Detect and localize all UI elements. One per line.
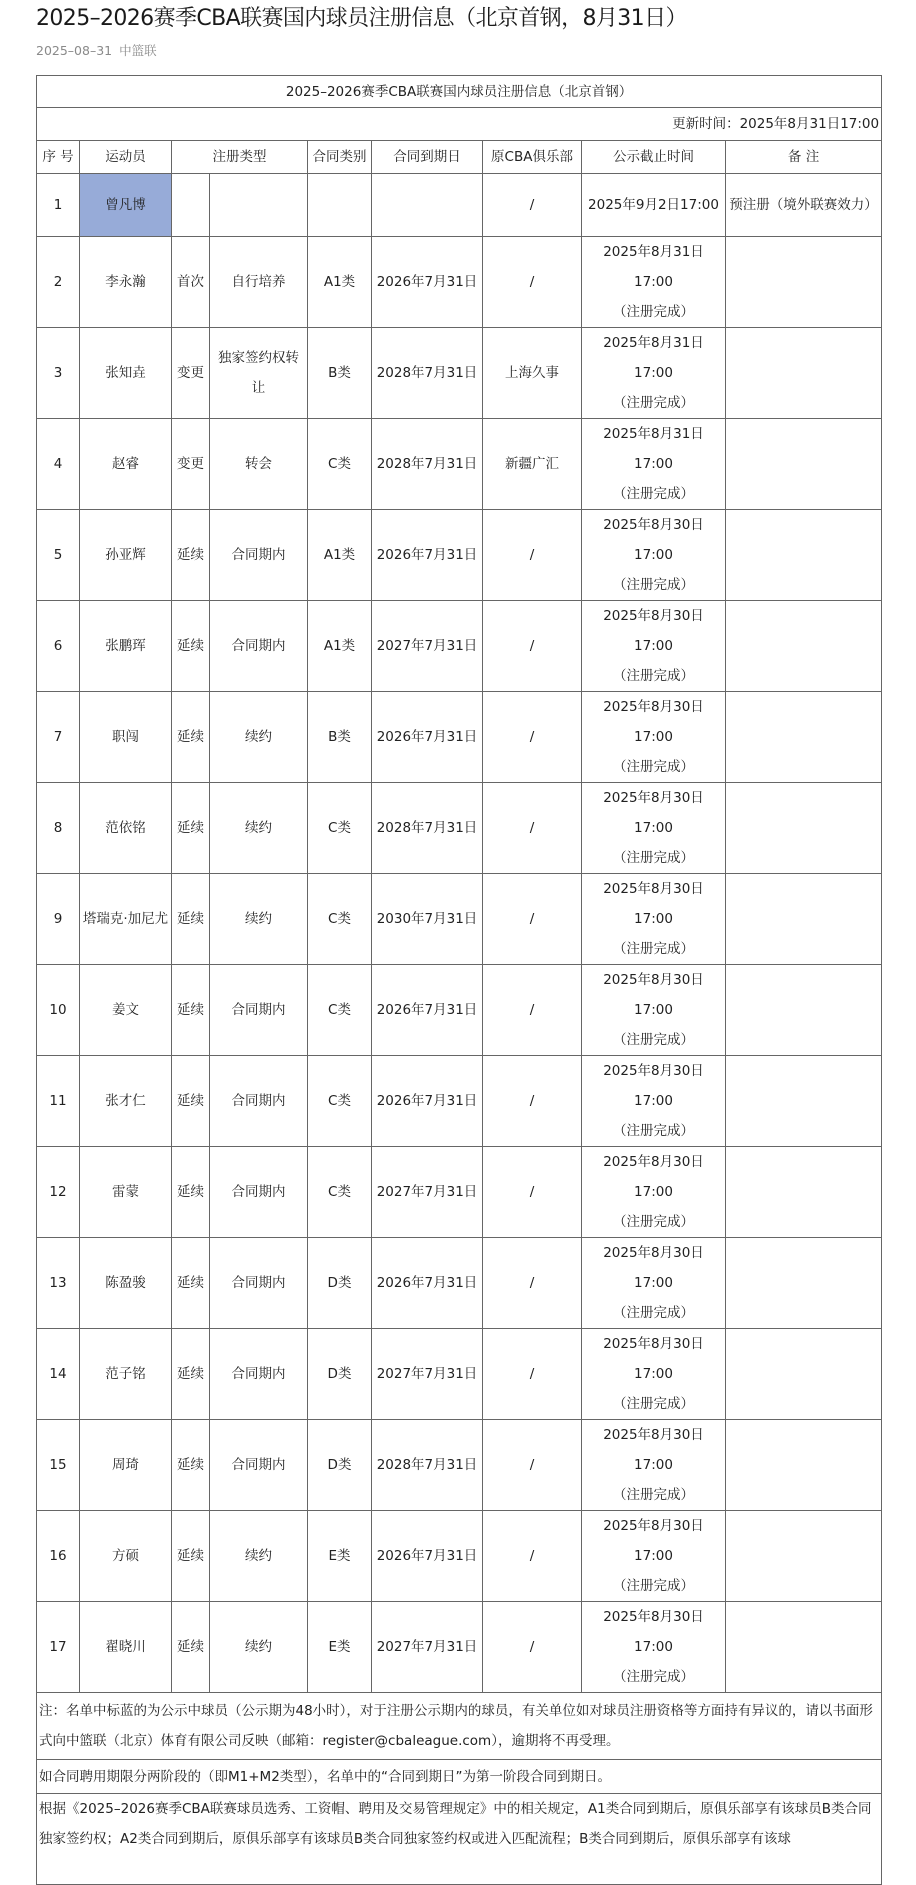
registration-type: 延续	[172, 510, 210, 601]
remarks	[726, 601, 882, 692]
table-row	[37, 419, 882, 510]
row-number: 14	[37, 1329, 80, 1420]
registration-subtype: 转会	[210, 419, 308, 510]
table-row	[37, 692, 882, 783]
registration-type: 延续	[172, 1238, 210, 1329]
player-name: 范依铭	[80, 783, 172, 874]
contract-expiry: 2026年7月31日	[372, 237, 483, 328]
registration-status: （注册完成）	[613, 1396, 694, 1412]
remarks	[726, 874, 882, 965]
publicity-deadline	[582, 1238, 726, 1329]
contract-expiry: 2026年7月31日	[372, 692, 483, 783]
registration-type: 延续	[172, 601, 210, 692]
player-name: 张才仁	[80, 1056, 172, 1147]
registration-subtype: 合同期内	[210, 510, 308, 601]
publicity-deadline	[582, 874, 726, 965]
contract-category: D类	[308, 1420, 372, 1511]
deadline-time: 2025年8月31日17:00	[603, 244, 704, 290]
player-name: 周琦	[80, 1420, 172, 1511]
contract-expiry: 2028年7月31日	[372, 1420, 483, 1511]
header-deadline: 公示截止时间	[582, 141, 726, 174]
contract-expiry: 2028年7月31日	[372, 419, 483, 510]
table-row	[37, 174, 882, 237]
remarks: 预注册（境外联赛效力）	[726, 174, 882, 237]
registration-subtype: 续约	[210, 1602, 308, 1693]
player-name: 职闯	[80, 692, 172, 783]
contract-category: A1类	[308, 601, 372, 692]
header-contract-category: 合同类别	[308, 141, 372, 174]
row-number: 2	[37, 237, 80, 328]
row-number: 6	[37, 601, 80, 692]
player-name: 李永瀚	[80, 237, 172, 328]
registration-subtype: 独家签约权转让	[210, 328, 308, 419]
contract-expiry: 2027年7月31日	[372, 1329, 483, 1420]
remarks	[726, 1147, 882, 1238]
update-time: 更新时间：2025年8月31日17:00	[37, 108, 882, 141]
deadline-time: 2025年8月30日17:00	[603, 699, 704, 745]
former-club: /	[483, 1147, 582, 1238]
registration-type: 变更	[172, 328, 210, 419]
player-name: 张知垚	[80, 328, 172, 419]
deadline-time: 2025年8月30日17:00	[603, 1518, 704, 1564]
contract-category: C类	[308, 965, 372, 1056]
deadline-time: 2025年8月30日17:00	[603, 1063, 704, 1109]
table-row	[37, 328, 882, 419]
table-note: 注：名单中标蓝的为公示中球员（公示期为48小时），对于注册公示期内的球员，有关单位如对球员注册资格等方面持有异议的，请以书面形式向中篮联（北京）体育有限公司反映（邮箱：register@cbaleague.com），逾期将不再受理。	[37, 1693, 882, 1760]
former-club: /	[483, 692, 582, 783]
contract-expiry: 2027年7月31日	[372, 1602, 483, 1693]
former-club: /	[483, 601, 582, 692]
registration-status: （注册完成）	[613, 1487, 694, 1503]
contract-expiry: 2030年7月31日	[372, 874, 483, 965]
row-number: 1	[37, 174, 80, 237]
player-name: 雷蒙	[80, 1147, 172, 1238]
registration-type: 延续	[172, 1329, 210, 1420]
table-note: 如合同聘用期限分两阶段的（即M1+M2类型），名单中的“合同到期日”为第一阶段合同到期日。	[37, 1760, 882, 1794]
deadline-time: 2025年8月30日17:00	[603, 881, 704, 927]
registration-type: 延续	[172, 1511, 210, 1602]
former-club: 新疆广汇	[483, 419, 582, 510]
remarks	[726, 1329, 882, 1420]
deadline-time: 2025年9月2日17:00	[588, 197, 719, 213]
table-row	[37, 1511, 882, 1602]
contract-expiry: 2026年7月31日	[372, 510, 483, 601]
remarks	[726, 783, 882, 874]
deadline-time: 2025年8月30日17:00	[603, 517, 704, 563]
registration-subtype: 续约	[210, 1511, 308, 1602]
table-header-row	[37, 141, 882, 174]
deadline-time: 2025年8月30日17:00	[603, 1609, 704, 1655]
registration-status: （注册完成）	[613, 304, 694, 320]
publicity-deadline	[582, 692, 726, 783]
table-row	[37, 1238, 882, 1329]
former-club: /	[483, 237, 582, 328]
deadline-time: 2025年8月31日17:00	[603, 335, 704, 381]
deadline-time: 2025年8月30日17:00	[603, 1336, 704, 1382]
contract-expiry: 2027年7月31日	[372, 1147, 483, 1238]
contract-expiry: 2028年7月31日	[372, 783, 483, 874]
former-club: /	[483, 1056, 582, 1147]
table-row	[37, 601, 882, 692]
contract-expiry: 2026年7月31日	[372, 965, 483, 1056]
row-number: 5	[37, 510, 80, 601]
publicity-deadline	[582, 174, 726, 237]
table-row	[37, 237, 882, 328]
registration-status: （注册完成）	[613, 1578, 694, 1594]
contract-category: B类	[308, 328, 372, 419]
header-registration-type: 注册类型	[172, 141, 308, 174]
contract-category: C类	[308, 874, 372, 965]
remarks	[726, 1420, 882, 1511]
contract-category: A1类	[308, 510, 372, 601]
registration-status: （注册完成）	[613, 668, 694, 684]
publicity-deadline	[582, 783, 726, 874]
contract-expiry	[372, 174, 483, 237]
header-contract-expiry: 合同到期日	[372, 141, 483, 174]
registration-type: 延续	[172, 692, 210, 783]
player-name: 塔瑞克·加尼尤	[80, 874, 172, 965]
article-meta	[36, 41, 160, 59]
table-caption: 2025–2026赛季CBA联赛国内球员注册信息（北京首钢）	[37, 76, 882, 108]
registration-subtype: 续约	[210, 692, 308, 783]
remarks	[726, 237, 882, 328]
former-club: 上海久事	[483, 328, 582, 419]
contract-category	[308, 174, 372, 237]
table-note: 根据《2025–2026赛季CBA联赛球员选秀、工资帽、聘用及交易管理规定》中的相关规定，A1类合同到期后，原俱乐部享有该球员B类合同独家签约权；A2类合同到期后，原俱乐部享有该球员B类合同独家签约权或进入匹配流程；B类合同到期后，原俱乐部享有该球	[37, 1794, 882, 1885]
row-number: 10	[37, 965, 80, 1056]
table-row	[37, 1056, 882, 1147]
registration-status: （注册完成）	[613, 759, 694, 775]
contract-expiry: 2027年7月31日	[372, 601, 483, 692]
deadline-time: 2025年8月30日17:00	[603, 1154, 704, 1200]
remarks	[726, 1511, 882, 1602]
publicity-deadline	[582, 1602, 726, 1693]
row-number: 15	[37, 1420, 80, 1511]
contract-expiry: 2026年7月31日	[372, 1238, 483, 1329]
article-title: 2025–2026赛季CBA联赛国内球员注册信息（北京首钢，8月31日）	[36, 6, 687, 31]
registration-type: 延续	[172, 874, 210, 965]
contract-category: E类	[308, 1511, 372, 1602]
row-number: 7	[37, 692, 80, 783]
former-club: /	[483, 510, 582, 601]
former-club: /	[483, 1238, 582, 1329]
registration-subtype: 合同期内	[210, 1329, 308, 1420]
header-remarks: 备 注	[726, 141, 882, 174]
player-name: 姜文	[80, 965, 172, 1056]
remarks	[726, 510, 882, 601]
former-club: /	[483, 174, 582, 237]
table-row	[37, 1420, 882, 1511]
contract-category: D类	[308, 1238, 372, 1329]
deadline-time: 2025年8月30日17:00	[603, 608, 704, 654]
row-number: 17	[37, 1602, 80, 1693]
registration-status: （注册完成）	[613, 486, 694, 502]
registration-status: （注册完成）	[613, 1305, 694, 1321]
deadline-time: 2025年8月30日17:00	[603, 1245, 704, 1291]
former-club: /	[483, 783, 582, 874]
registration-status: （注册完成）	[613, 577, 694, 593]
former-club: /	[483, 965, 582, 1056]
registration-subtype: 合同期内	[210, 1420, 308, 1511]
remarks	[726, 328, 882, 419]
header-former-club: 原CBA俱乐部	[483, 141, 582, 174]
registration-subtype: 续约	[210, 783, 308, 874]
registration-status: （注册完成）	[613, 395, 694, 411]
registration-type: 延续	[172, 1602, 210, 1693]
remarks	[726, 1056, 882, 1147]
row-number: 9	[37, 874, 80, 965]
registration-table	[36, 75, 882, 1885]
registration-subtype: 合同期内	[210, 1147, 308, 1238]
player-name: 陈盈骏	[80, 1238, 172, 1329]
deadline-time: 2025年8月30日17:00	[603, 1427, 704, 1473]
row-number: 8	[37, 783, 80, 874]
registration-type	[172, 174, 210, 237]
registration-status: （注册完成）	[613, 1123, 694, 1139]
contract-category: A1类	[308, 237, 372, 328]
publish-date: 2025–08–31	[36, 43, 113, 58]
former-club: /	[483, 874, 582, 965]
contract-category: C类	[308, 783, 372, 874]
contract-category: D类	[308, 1329, 372, 1420]
contract-category: E类	[308, 1602, 372, 1693]
contract-expiry: 2026年7月31日	[372, 1511, 483, 1602]
publicity-deadline	[582, 419, 726, 510]
deadline-time: 2025年8月30日17:00	[603, 972, 704, 1018]
registration-subtype: 合同期内	[210, 601, 308, 692]
registration-status: （注册完成）	[613, 941, 694, 957]
publicity-deadline	[582, 965, 726, 1056]
player-name: 赵睿	[80, 419, 172, 510]
row-number: 13	[37, 1238, 80, 1329]
publicity-deadline	[582, 1329, 726, 1420]
registration-type: 延续	[172, 1147, 210, 1238]
registration-subtype: 合同期内	[210, 1056, 308, 1147]
publish-source[interactable]: 中篮联	[119, 43, 157, 58]
publicity-deadline	[582, 1420, 726, 1511]
publicity-deadline	[582, 328, 726, 419]
registration-type: 首次	[172, 237, 210, 328]
publicity-deadline	[582, 1511, 726, 1602]
registration-type: 延续	[172, 965, 210, 1056]
deadline-time: 2025年8月31日17:00	[603, 426, 704, 472]
former-club: /	[483, 1329, 582, 1420]
row-number: 11	[37, 1056, 80, 1147]
remarks	[726, 1602, 882, 1693]
table-row	[37, 510, 882, 601]
row-number: 16	[37, 1511, 80, 1602]
row-number: 3	[37, 328, 80, 419]
former-club: /	[483, 1420, 582, 1511]
registration-type: 延续	[172, 1420, 210, 1511]
publicity-deadline	[582, 1147, 726, 1238]
remarks	[726, 419, 882, 510]
player-name: 翟晓川	[80, 1602, 172, 1693]
player-name: 方硕	[80, 1511, 172, 1602]
registration-type: 延续	[172, 1056, 210, 1147]
table-row	[37, 965, 882, 1056]
contract-category: C类	[308, 1056, 372, 1147]
table-row	[37, 1329, 882, 1420]
contract-expiry: 2026年7月31日	[372, 1056, 483, 1147]
registration-type: 变更	[172, 419, 210, 510]
registration-subtype: 合同期内	[210, 1238, 308, 1329]
table-row	[37, 1147, 882, 1238]
deadline-time: 2025年8月30日17:00	[603, 790, 704, 836]
publicity-deadline	[582, 601, 726, 692]
header-no: 序 号	[37, 141, 80, 174]
player-name: 张鹏珲	[80, 601, 172, 692]
publicity-deadline	[582, 510, 726, 601]
player-name: 范子铭	[80, 1329, 172, 1420]
contract-expiry: 2028年7月31日	[372, 328, 483, 419]
registration-subtype: 续约	[210, 874, 308, 965]
registration-subtype	[210, 174, 308, 237]
registration-type: 延续	[172, 783, 210, 874]
registration-status: （注册完成）	[613, 1032, 694, 1048]
registration-status: （注册完成）	[613, 850, 694, 866]
former-club: /	[483, 1511, 582, 1602]
registration-subtype: 合同期内	[210, 965, 308, 1056]
former-club: /	[483, 1602, 582, 1693]
remarks	[726, 965, 882, 1056]
player-name: 孙亚辉	[80, 510, 172, 601]
table-row	[37, 783, 882, 874]
table-row	[37, 1602, 882, 1693]
registration-status: （注册完成）	[613, 1214, 694, 1230]
registration-subtype: 自行培养	[210, 237, 308, 328]
player-name: 曾凡博	[80, 174, 172, 237]
contract-category: C类	[308, 1147, 372, 1238]
remarks	[726, 692, 882, 783]
table-row	[37, 874, 882, 965]
remarks	[726, 1238, 882, 1329]
header-player: 运动员	[80, 141, 172, 174]
row-number: 4	[37, 419, 80, 510]
contract-category: B类	[308, 692, 372, 783]
contract-category: C类	[308, 419, 372, 510]
row-number: 12	[37, 1147, 80, 1238]
registration-status: （注册完成）	[613, 1669, 694, 1685]
publicity-deadline	[582, 237, 726, 328]
publicity-deadline	[582, 1056, 726, 1147]
